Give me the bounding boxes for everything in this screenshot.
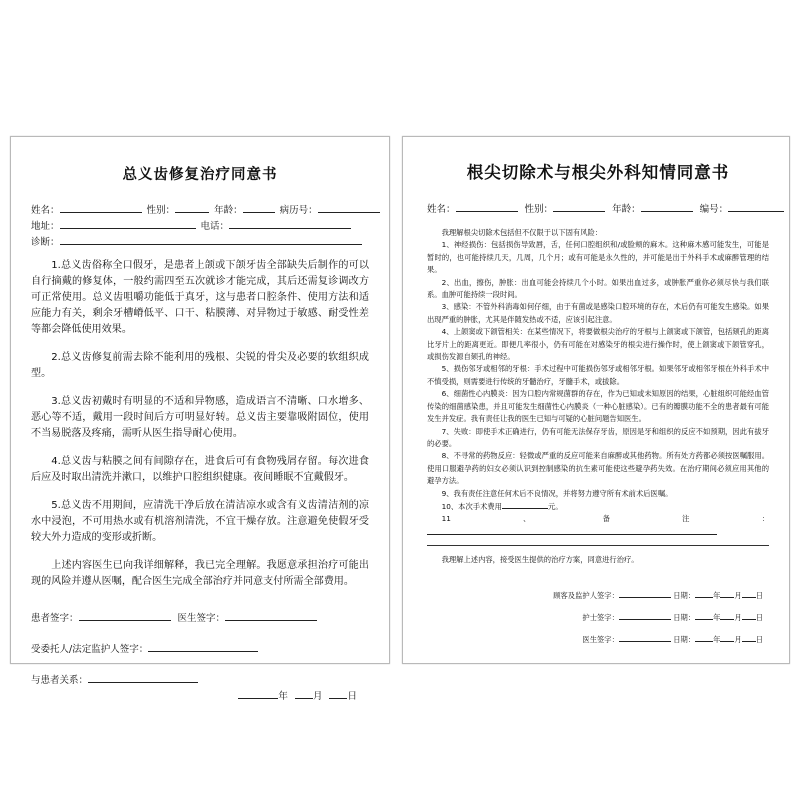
patient-info-row-1 (31, 202, 369, 218)
patient-signature-label: 患者签字： (31, 613, 79, 624)
right-number-label: 编号： (699, 204, 729, 215)
risk-clause-6: 6、细菌性心内膜炎：因为口腔内常规菌群的存在，作为已知或未知原因的结果，心脏组织可能经血管传染的细菌感染患，并且可能发生细菌性心内膜炎（一种心脏感染）。已有的瓣膜功能不全的患者最有可能发生并发症。我有责任让我的医生已知与可疑的心脏问题告知医生。 (427, 389, 769, 424)
date-year-field-3[interactable] (695, 633, 713, 642)
risk-clause-2: 2、出血，擦伤，肿胀：出血可能会持续几个小时。如果出血过多，或肿胀严重你必须尽快与我们联系。血肿可能持续一段时间。 (427, 277, 769, 300)
risk-intro: 我理解根尖切除术包括但不仅限于以下固有风险： (441, 228, 603, 237)
diagnosis-label: 诊断： (31, 237, 60, 248)
consent-statement-right: 我理解上述内容，接受医生提供的治疗方案，同意进行治疗。 (441, 555, 639, 565)
remarks-clause (427, 513, 769, 539)
guardian-signature-field[interactable] (148, 641, 258, 652)
right-name-field[interactable] (456, 201, 518, 212)
clause-3: 3.总义齿初戴时有明显的不适和异物感，造成语言不清晰、口水增多、恶心等不适，戴用一段时间后方可明显好转。总义齿主要靠吸附固位，使用不当易脱落及疼痛，需听从医生指导耐心使用。 (31, 396, 369, 439)
patient-info-row-2 (31, 218, 369, 234)
date-day-label-3: 日 (755, 634, 763, 644)
date-day-field-1[interactable] (742, 589, 756, 598)
record-no-label: 病历号： (279, 205, 318, 216)
fee-label: 10、本次手术费用 (441, 501, 502, 511)
fee-clause (427, 500, 769, 513)
patient-guardian-signature-label: 顾客及监护人签字： (553, 590, 619, 600)
date-label-3: 日期： (673, 634, 696, 644)
date-day-field-3[interactable] (742, 633, 756, 642)
clause-5: 5.总义齿不用期间，应清洗干净后放在清洁凉水或含有义齿清洁剂的凉水中浸泡，不可用热水或有机溶剂清洗，不宜干燥存放。注意避免使假牙受较大外力造成的变形或折断。 (31, 500, 369, 543)
right-gender-label: 性别： (524, 204, 554, 215)
fee-field[interactable] (502, 500, 548, 509)
right-form-title: 根尖切除术与根尖外科知情同意书 (466, 163, 730, 182)
date-month-field-1[interactable] (720, 589, 734, 598)
date-label-2: 日期： (673, 612, 696, 622)
patient-guardian-signature-field[interactable] (619, 589, 671, 598)
fee-unit: 元。 (547, 501, 563, 511)
remarks-field[interactable] (427, 526, 717, 535)
clause-4: 4.总义齿与粘膜之间有间隙存在，进食后可有食物残屑存留。每次进食后应及时取出清洗并漱口，以维护口腔组织健康。夜间睡眠不宜戴假牙。 (31, 456, 369, 483)
right-age-label: 年龄： (612, 204, 641, 215)
left-date-row (31, 688, 369, 702)
right-patient-info-row (427, 201, 769, 217)
signature-row-relation (31, 672, 369, 686)
risk-clause-3: 3、感染：不管外科消毒如何仔细，由于有菌或是感染口腔环境的存在，术后仍有可能发生感染。如果出现严重的肿胀，尤其是伴随发热或不适，应该引起注意。 (427, 302, 769, 324)
clause-1: 1.总义齿俗称全口假牙，是患者上颌或下颌牙齿全部缺失后制作的可以自行摘戴的修复体，一般约需四至五次就诊才能完成，其后还需复诊调改方可正常使用。总义齿咀嚼功能低于真牙，这与患者口腔条件、使用方法和适应能力有关，剩余牙槽嵴低平、口干、粘膜薄、对异物过于敏感、耐受性差等都会降低使用效果。 (31, 260, 369, 335)
remarks-label: 11、备注： (441, 514, 769, 524)
month-field[interactable] (295, 688, 313, 699)
right-doctor-signature-field[interactable] (619, 633, 671, 642)
left-form-title: 总义齿修复治疗同意书 (122, 167, 278, 183)
nurse-signature-label: 护士签字： (582, 612, 619, 622)
gender-field[interactable] (175, 202, 209, 213)
age-field[interactable] (243, 202, 275, 213)
signature-row-guardian (31, 641, 369, 655)
guardian-signature-label: 受委托人/法定监护人签字： (31, 644, 149, 655)
patient-signature-field[interactable] (79, 610, 171, 621)
risk-clause-9: 9、我有责任注意任何术后不良情况，并将努力遵守所有术前术后医嘱。 (441, 488, 673, 498)
signature-row-patient-doctor (31, 610, 369, 624)
date-month-field-3[interactable] (720, 633, 734, 642)
date-day-label-1: 日 (755, 590, 763, 600)
nurse-signature-field[interactable] (619, 611, 671, 620)
date-year-field-1[interactable] (695, 589, 713, 598)
phone-field[interactable] (229, 218, 351, 229)
date-day-field-2[interactable] (742, 611, 756, 620)
dental-denture-consent-form (10, 136, 390, 702)
diagnosis-field[interactable] (60, 234, 362, 245)
date-year-field-2[interactable] (695, 611, 713, 620)
right-name-label: 姓名： (427, 204, 456, 215)
right-gender-field[interactable] (553, 201, 605, 212)
phone-label: 电话： (200, 221, 230, 232)
apicoectomy-consent-form (402, 136, 790, 664)
gender-label: 性别： (146, 205, 176, 216)
risk-clause-8: 8、不寻常的药物反应：轻微或严重的反应可能来自麻醉或其他药物。所有处方药都必须按医嘱服用。使用口服避孕药的妇女必须认识到控制感染的抗生素可能使这些避孕药失效。在治疗期间必须应用其他的避孕方法。 (427, 451, 769, 486)
doctor-signature-field[interactable] (225, 610, 317, 621)
date-year-label-2: 年 (713, 612, 721, 622)
risk-clause-7: 7、失败：即使手术正确进行，仍有可能无法保存牙齿，原因是牙和组织的反应不如预期，因此有拔牙的必要。 (427, 426, 769, 448)
patient-guardian-signature-row (427, 589, 769, 601)
doctor-signature-row (427, 633, 769, 645)
right-age-field[interactable] (641, 201, 693, 212)
month-label: 月 (312, 691, 323, 702)
address-label: 地址： (31, 221, 60, 232)
clause-2: 2.总义齿修复前需去除不能利用的残根、尖锐的骨尖及必要的软组织成型。 (31, 352, 369, 379)
day-field[interactable] (329, 688, 347, 699)
record-no-field[interactable] (318, 202, 380, 213)
address-field[interactable] (60, 218, 196, 229)
date-month-label-3: 月 (734, 634, 742, 644)
risk-clause-5: 5、损伤邻牙或相邻的牙根：手术过程中可能损伤邻牙或相邻牙根。如果邻牙或相邻牙根在外科手术中不慎受损，则需要进行传统的牙髓治疗，牙髓手术，或拔除。 (427, 364, 769, 386)
doctor-signature-label: 医生签字： (177, 613, 226, 624)
right-number-field[interactable] (728, 201, 784, 212)
date-month-label-2: 月 (734, 612, 742, 622)
relation-field[interactable] (88, 672, 198, 683)
date-month-label-1: 月 (734, 590, 742, 600)
date-year-label-3: 年 (713, 634, 721, 644)
day-label: 日 (347, 691, 357, 702)
nurse-signature-row (427, 611, 769, 623)
age-label: 年龄： (214, 205, 243, 216)
year-field[interactable] (238, 688, 278, 699)
risk-clause-4: 4、上颌窦或下颌管相关：在某些情况下，将要做根尖治疗的牙根与上颌窦或下颌管，包括颏孔的距离比牙片上的距离更近。即便几率很小，仍有可能在对感染牙的根尖进行操作时，使上颌窦或下颌管穿孔，或损伤发源自颏孔的神经。 (427, 327, 769, 362)
date-year-label-1: 年 (713, 590, 721, 600)
risk-clause-1: 1、神经损伤：包括损伤导致唇，舌，任何口腔组织和/或脸颊的麻木。这种麻木感可能发生，可能是暂时的，也可能持续几天，几周，几个月；或有可能是永久性的，并可能是出于外科手术或麻醉管理的结果。 (427, 240, 769, 275)
year-label: 年 (278, 691, 288, 702)
date-month-field-2[interactable] (720, 611, 734, 620)
relation-label: 与患者关系： (31, 675, 89, 686)
consent-statement: 上述内容医生已向我详细解释，我已完全理解。我愿意承担治疗可能出现的风险并遵从医嘱，配合医生完成全部治疗并同意支付所需全部费用。 (31, 560, 369, 587)
right-doctor-signature-label: 医生签字： (582, 634, 619, 644)
date-label-1: 日期： (673, 590, 696, 600)
date-day-label-2: 日 (755, 612, 763, 622)
name-field[interactable] (60, 202, 142, 213)
name-label: 姓名： (31, 205, 60, 216)
section-divider (427, 545, 769, 546)
patient-info-row-3 (31, 234, 369, 250)
